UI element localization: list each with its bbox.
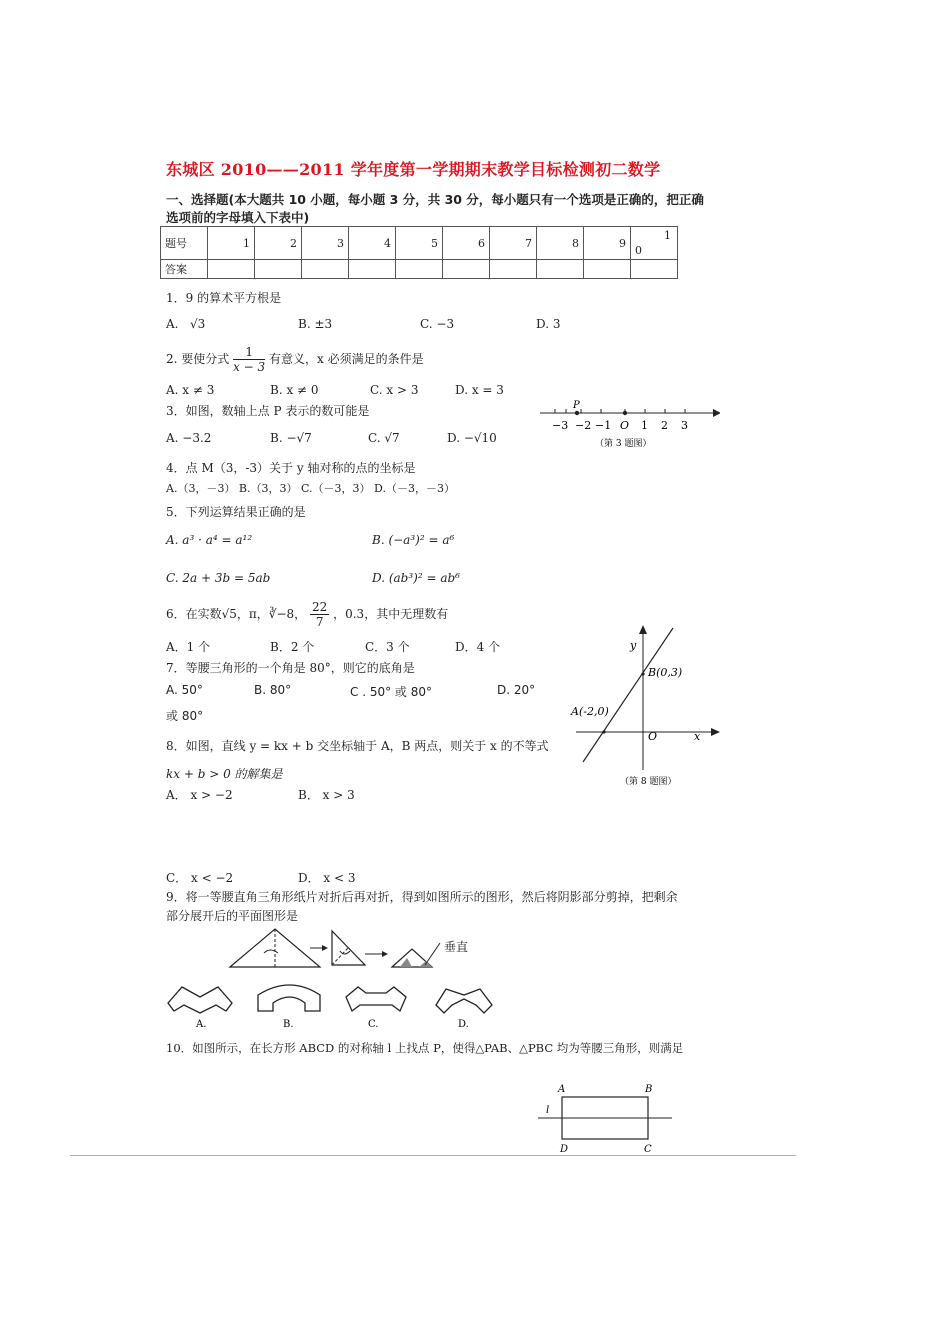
option-c-shape xyxy=(346,987,406,1011)
point-p-marker xyxy=(575,411,579,415)
q6-frac-den: 7 xyxy=(315,615,324,629)
answer-cell[interactable] xyxy=(208,260,255,279)
q2-num: 2. 要使分式 xyxy=(166,352,230,366)
q7-option-c: C . 50° 或 80° xyxy=(350,685,432,699)
section-heading-line1: 一、选择题(本大题共 10 小题，每小题 3 分，共 30 分，每小题只有一个选项是正确的，把正确 xyxy=(166,192,704,207)
q5-option-d: D. (ab³)² = ab⁶ xyxy=(372,571,460,585)
q8-stem: 8．如图，直线 y = kx + b 交坐标轴于 A，B 两点，则关于 x 的不等式 xyxy=(166,739,549,753)
table-cell-10-top: 1 xyxy=(664,229,671,242)
table-cell: 4 xyxy=(349,227,396,260)
q9-stem-line1: 9．将一等腰直角三角形纸片对折后再对折，得到如图所示的图形，然后将阴影部分剪掉，把剩余 xyxy=(166,890,678,904)
q1-stem: 1．9 的算术平方根是 xyxy=(166,291,282,305)
q9-note-label: 垂直 xyxy=(444,940,469,954)
answer-cell[interactable] xyxy=(490,260,537,279)
q7-option-b: B. 80° xyxy=(254,683,292,697)
q2-option-a: A. x ≠ 3 xyxy=(166,383,215,397)
q3-option-a: A. −3.2 xyxy=(166,431,212,445)
option-c-label: C. xyxy=(368,1019,379,1030)
q6-cbrt: ∛−8 xyxy=(268,607,295,621)
point-a-label: A(-2,0) xyxy=(571,705,609,718)
q7-option-d: D. 20° xyxy=(497,683,536,697)
tick-label: −2 xyxy=(575,419,592,432)
point-b-label: B(0,3) xyxy=(648,666,683,679)
answer-cell[interactable] xyxy=(537,260,584,279)
table-cell: 5 xyxy=(396,227,443,260)
q6-text-c: ，0.3，其中无理数有 xyxy=(333,607,449,621)
table-cell: 6 xyxy=(443,227,490,260)
tick-label: 3 xyxy=(681,419,688,432)
q2-fraction xyxy=(233,345,265,374)
q5-stem: 5．下列运算结果正确的是 xyxy=(166,505,306,519)
q6-sqrt5: √5 xyxy=(221,607,237,621)
vertex-d-label: D xyxy=(560,1144,569,1155)
option-a-shape xyxy=(168,987,232,1013)
q8-graph xyxy=(568,622,728,792)
q2-stem xyxy=(166,345,424,374)
table-cell-10 xyxy=(631,227,678,260)
q2-rest: 有意义，x 必须满足的条件是 xyxy=(269,352,424,366)
q8-stem-cont: kx + b > 0 的解集是 xyxy=(166,767,283,781)
q9-stem-line2: 部分展开后的平面图形是 xyxy=(166,909,299,923)
q6-comma: ， xyxy=(294,607,307,621)
q8-caption: （第 8 题图） xyxy=(620,777,677,787)
q5-option-c: C. 2a + 3b = 5ab xyxy=(166,571,271,585)
table-cell: 9 xyxy=(584,227,631,260)
origin-marker xyxy=(623,411,627,415)
q2-option-d: D. x = 3 xyxy=(455,383,504,397)
q4-options: A.（3，－3） B.（3，3） C.（－3，3） D.（－3，－3） xyxy=(166,482,455,495)
page-divider xyxy=(70,1155,796,1156)
y-axis-label: y xyxy=(630,639,637,652)
q4-stem: 4．点 M（3，-3）关于 y 轴对称的点的坐标是 xyxy=(166,461,416,475)
answer-cell[interactable] xyxy=(443,260,490,279)
q1-option-a-label: A. xyxy=(166,317,179,331)
q10-rectangle-figure xyxy=(538,1080,678,1156)
q3-number-line xyxy=(535,398,720,453)
q3-option-b: B. −√7 xyxy=(270,431,312,445)
q6-option-c: C．3 个 xyxy=(365,640,410,654)
q6-frac-num: 22 xyxy=(312,600,328,614)
origin-label: O xyxy=(648,730,658,743)
option-d-label: D. xyxy=(458,1019,469,1030)
tick-label: −1 xyxy=(595,419,612,432)
answer-cell[interactable] xyxy=(255,260,302,279)
tick-label: 1 xyxy=(641,419,648,432)
q6-stem xyxy=(166,600,448,629)
option-d-shape xyxy=(436,989,492,1013)
q5-option-b: B. (−a³)² = a⁶ xyxy=(372,533,455,547)
x-axis-label: x xyxy=(694,730,701,743)
table-cell-10-bottom: 0 xyxy=(635,244,642,257)
point-p-label: P xyxy=(573,400,580,411)
axis-l-label: l xyxy=(546,1105,550,1116)
option-a-label: A. xyxy=(196,1019,207,1030)
q7-stem: 7．等腰三角形的一个角是 80°，则它的底角是 xyxy=(166,661,415,675)
table-cell: 8 xyxy=(537,227,584,260)
q6-option-a: A．1 个 xyxy=(166,640,211,654)
q2-option-c: C. x > 3 xyxy=(370,383,419,397)
vertex-a-label: A xyxy=(558,1084,566,1095)
option-b-shape xyxy=(258,985,320,1011)
q2-option-b: B. x ≠ 0 xyxy=(270,383,319,397)
table-cell: 2 xyxy=(255,227,302,260)
answer-cell[interactable] xyxy=(396,260,443,279)
q1-option-a xyxy=(166,317,205,331)
answer-cell[interactable] xyxy=(349,260,396,279)
q6-fraction xyxy=(310,600,329,629)
vertex-c-label: C xyxy=(644,1144,652,1155)
answer-cell[interactable] xyxy=(584,260,631,279)
q6-text-b: ，π， xyxy=(236,607,269,621)
q3-option-c: C. √7 xyxy=(368,431,400,445)
table-row-label: 答案 xyxy=(161,260,208,279)
q8-option-a: A． x > −2 xyxy=(166,788,233,802)
q3-caption: （第 3 题图） xyxy=(595,439,652,449)
answer-cell[interactable] xyxy=(631,260,678,279)
q7-option-d-cont: 或 80° xyxy=(166,709,204,723)
table-cell: 1 xyxy=(208,227,255,260)
table-cell: 3 xyxy=(302,227,349,260)
section-heading-line2: 选项前的字母填入下表中) xyxy=(166,210,310,225)
line-y-kx-b xyxy=(583,628,673,762)
q8-option-d: D． x < 3 xyxy=(298,871,356,885)
answer-table xyxy=(160,226,678,279)
q6-text-a: 6．在实数 xyxy=(166,607,222,621)
tick-label: O xyxy=(620,419,630,432)
table-row-label: 题号 xyxy=(161,227,208,260)
q1-option-a-value: √3 xyxy=(189,317,206,331)
q8-option-b: B． x > 3 xyxy=(298,788,355,802)
q3-option-d: D. −√10 xyxy=(447,431,497,445)
q1-option-c: C. −3 xyxy=(420,317,455,331)
q7-option-a: A. 50° xyxy=(166,683,203,697)
q6-option-d: D．4 个 xyxy=(455,640,501,654)
q6-option-b: B．2 个 xyxy=(270,640,315,654)
vertex-b-label: B xyxy=(645,1084,653,1095)
q2-frac-num: 1 xyxy=(233,345,265,360)
q1-option-d: D. 3 xyxy=(536,317,561,331)
tick-label: −3 xyxy=(552,419,569,432)
q8-option-c: C． x < −2 xyxy=(166,871,234,885)
q3-stem: 3．如图，数轴上点 P 表示的数可能是 xyxy=(166,404,370,418)
q1-option-b: B. ±3 xyxy=(298,317,333,331)
q10-stem: 10．如图所示，在长方形 ABCD 的对称轴 l 上找点 P，使得△PAB、△PBC 均为等腰三角形，则满足 xyxy=(166,1041,684,1055)
tick-label: 2 xyxy=(661,419,668,432)
answer-cell[interactable] xyxy=(302,260,349,279)
table-cell: 7 xyxy=(490,227,537,260)
q5-option-a: A. a³ · a⁴ = a¹² xyxy=(166,533,253,547)
q2-frac-den: x − 3 xyxy=(233,360,266,374)
page-title: 东城区 2010——2011 学年度第一学期期末教学目标检测初二数学 xyxy=(166,160,661,179)
option-b-label: B. xyxy=(283,1019,294,1030)
